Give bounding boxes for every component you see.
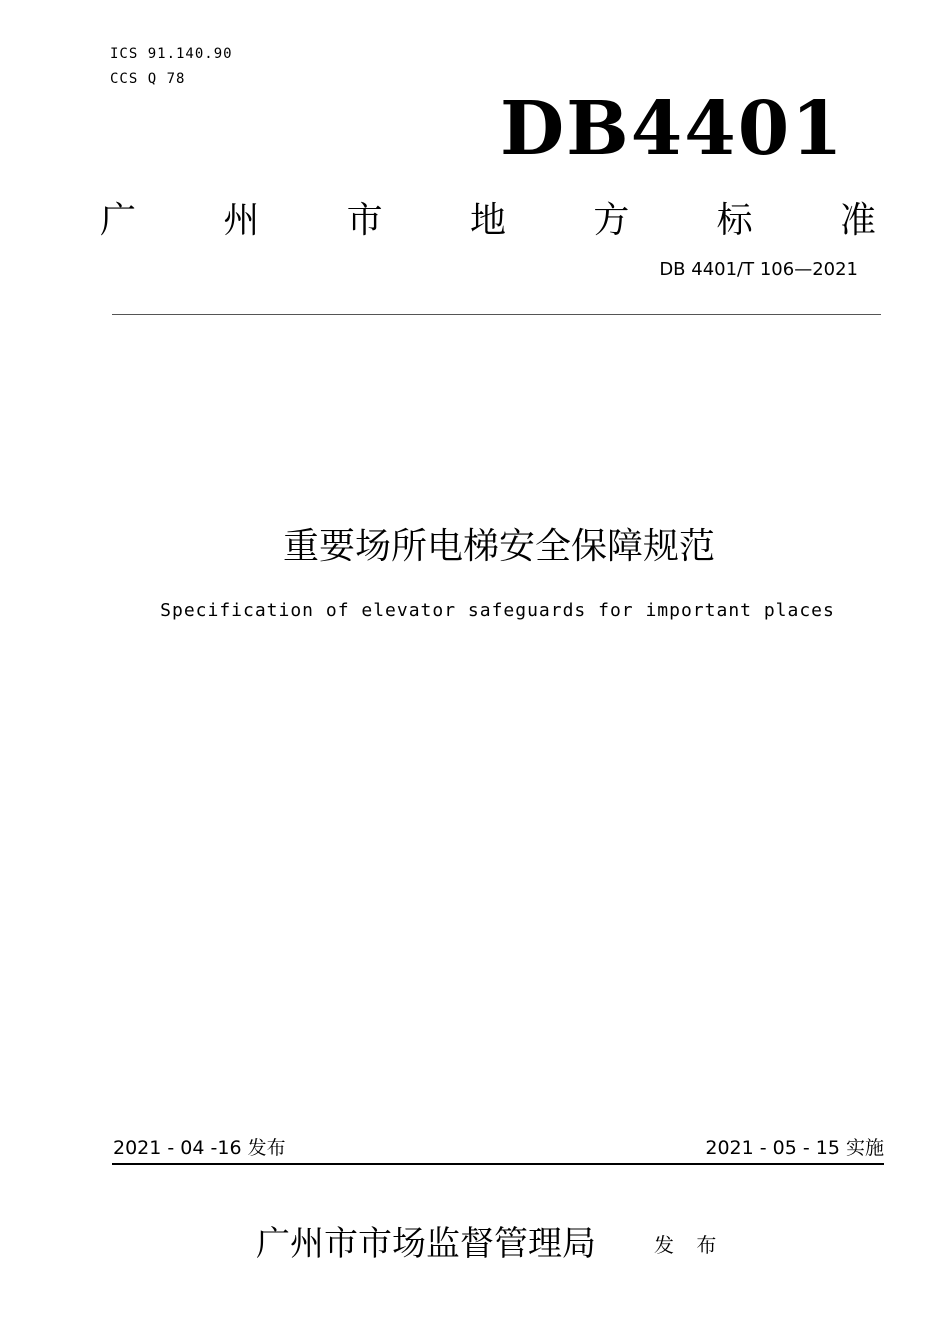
issue-date: 2021 - 04 -16 发布 [113,1137,286,1159]
document-title: 重要场所电梯安全保障规范 [282,526,715,567]
footer-divider [112,1163,884,1165]
issuing-organization: 广州市市场监督管理局 [256,1224,596,1264]
publish-label: 发 布 [654,1233,725,1257]
standard-number: DB 4401/T 106—2021 [659,259,858,280]
document-subtitle-english: Specification of elevator safeguards for important places [160,600,835,621]
local-standard-heading [100,196,876,246]
local-standard-char: 市 [346,200,383,241]
implementation-date: 2021 - 05 - 15 实施 [705,1137,884,1159]
local-standard-char: 州 [223,200,260,241]
local-standard-char: 广 [100,200,137,241]
ccs-code: CCS Q 78 [110,71,186,87]
local-standard-char: 标 [716,200,753,241]
ics-code: ICS 91.140.90 [110,46,233,62]
header-divider [112,314,881,315]
local-standard-char: 方 [593,200,630,241]
local-standard-char: 地 [469,200,506,241]
standard-logo: DB4401 [500,86,845,172]
local-standard-char: 准 [839,200,876,241]
